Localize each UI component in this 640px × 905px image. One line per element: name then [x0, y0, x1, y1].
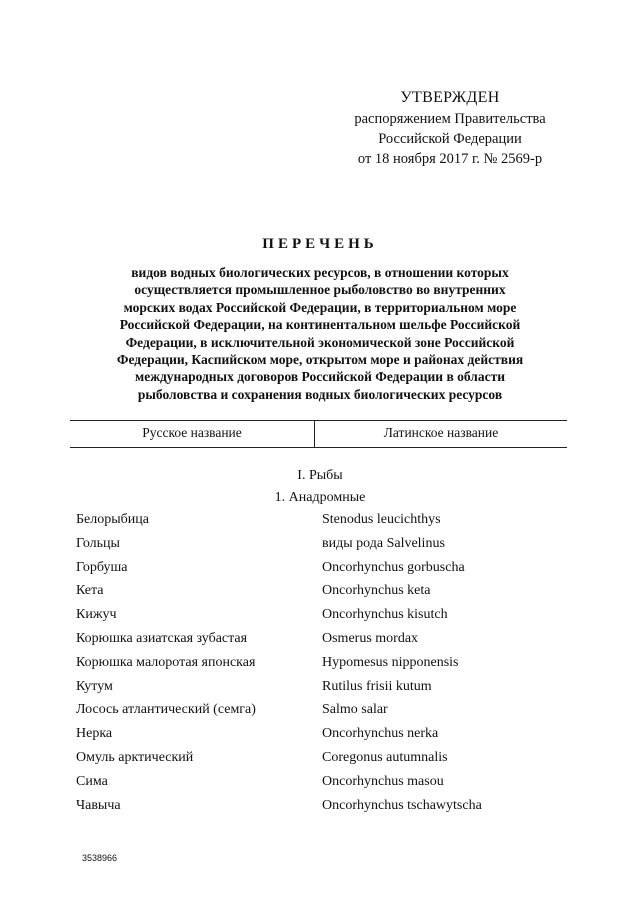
subtitle-line: Федерации, в исключительной экономической зоне Российской — [125, 334, 515, 350]
column-header-russian: Русское название — [142, 425, 242, 440]
species-row — [76, 605, 596, 629]
species-row — [76, 724, 596, 748]
latin-name: Oncorhynchus gorbuscha — [322, 559, 465, 575]
latin-name: Oncorhynchus keta — [322, 583, 431, 599]
russian-name: Белорыбица — [76, 512, 149, 527]
russian-name: Корюшка азиатская зубастая — [76, 630, 248, 646]
species-row — [76, 677, 596, 701]
subtitle-line: Федерации, Каспийском море, открытом море и районах действия — [116, 352, 524, 368]
russian-name: Гольцы — [76, 535, 120, 551]
column-header-latin: Латинское название — [383, 425, 499, 440]
latin-name: Oncorhynchus kisutch — [322, 607, 448, 623]
russian-name: Кутум — [76, 678, 113, 694]
approval-block — [330, 88, 570, 169]
document-title: ПЕРЕЧЕНЬ — [262, 236, 378, 252]
species-row — [76, 796, 596, 820]
latin-name: Stenodus leucichthys — [322, 512, 441, 527]
russian-name: Сима — [76, 773, 108, 789]
species-row — [76, 653, 596, 677]
latin-name: Oncorhynchus tschawytscha — [322, 797, 482, 813]
subtitle-line: морских водах Российской Федерации, в территориальном море — [123, 299, 517, 315]
species-row — [76, 558, 596, 582]
approval-line: распоряжением Правительства — [354, 111, 546, 127]
russian-name: Кижуч — [76, 607, 117, 623]
russian-name: Горбуша — [76, 559, 128, 575]
species-row — [76, 700, 596, 724]
document-subtitle — [90, 264, 550, 403]
russian-name: Кета — [76, 583, 104, 599]
species-list — [76, 510, 596, 819]
latin-name: Coregonus autumnalis — [322, 749, 448, 765]
subsection-heading: 1. Анадромные — [274, 490, 366, 505]
latin-name: Hypomesus nipponensis — [322, 654, 459, 670]
approval-date-line: от 18 ноября 2017 г. № 2569-р — [357, 151, 543, 167]
table-header — [70, 420, 567, 448]
russian-name: Чавыча — [76, 797, 121, 813]
subtitle-line: видов водных биологических ресурсов, в отношении которых — [131, 265, 509, 280]
latin-name: виды рода Salvelinus — [322, 535, 445, 551]
approval-line: Российской Федерации — [378, 131, 522, 147]
species-row — [76, 534, 596, 558]
subtitle-line: рыболовства и сохранения водных биологических ресурсов — [137, 386, 503, 402]
russian-name: Лосось атлантический (семга) — [76, 702, 256, 718]
subtitle-line: осуществляется промышленное рыболовство во внутренних — [134, 282, 506, 298]
russian-name: Нерка — [76, 726, 113, 742]
species-row — [76, 581, 596, 605]
russian-name: Корюшка малоротая японская — [76, 654, 256, 670]
species-row — [76, 510, 596, 534]
species-row — [76, 772, 596, 796]
latin-name: Rutilus frisii kutum — [322, 678, 432, 694]
species-row — [76, 748, 596, 772]
latin-name: Osmerus mordax — [322, 630, 419, 646]
russian-name: Омуль арктический — [76, 749, 194, 765]
document-number: 3538966 — [82, 853, 118, 863]
species-row — [76, 629, 596, 653]
latin-name: Salmo salar — [322, 702, 388, 718]
subtitle-line: Российской Федерации, на континентальном шельфе Российской — [119, 317, 521, 333]
subtitle-line: международных договоров Российской Федерации в области — [135, 369, 505, 385]
section-heading: I. Рыбы — [297, 468, 343, 483]
latin-name: Oncorhynchus nerka — [322, 726, 439, 742]
approval-heading: УТВЕРЖДЕН — [400, 89, 500, 106]
latin-name: Oncorhynchus masou — [322, 773, 444, 789]
